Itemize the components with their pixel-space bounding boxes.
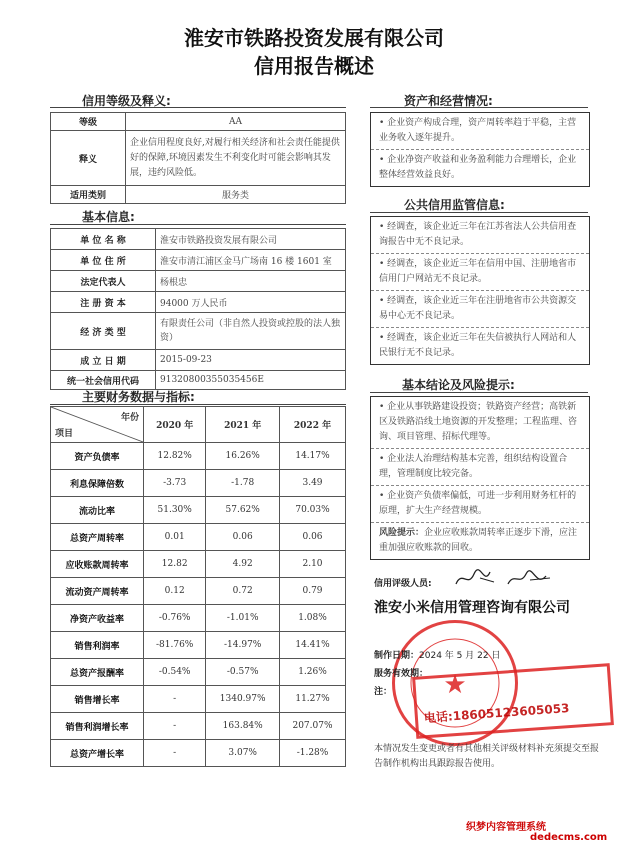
finance-cell: 2.10 [280, 551, 346, 578]
finance-cell: 12.82% [144, 443, 206, 470]
watermark-phone: 电话:18605123605053 [423, 701, 570, 726]
watermark-stamp-icon [412, 663, 614, 739]
corner-item: 项目 [55, 429, 74, 439]
company-name-label: 单 位 名 称 [51, 229, 156, 250]
asset-item: • 企业净资产收益和业务盈利能力合理增长，企业整体经营效益良好。 [379, 155, 577, 180]
grade-definition-row [51, 131, 346, 186]
finance-row-label: 资产负债率 [51, 443, 144, 470]
year-2022: 2022 年 [280, 407, 346, 443]
founded-value: 2015-09-23 [156, 350, 346, 371]
conclusion-heading: 基本结论及风险提示: [402, 378, 515, 392]
finance-cell: 3.07% [206, 740, 280, 767]
finance-row [51, 524, 346, 551]
company-name: 淮安小米信用管理咨询有限公司 [374, 600, 570, 616]
finance-cell: 207.07% [280, 713, 346, 740]
note-label: 注： [374, 687, 393, 697]
finance-cell: 1.08% [280, 605, 346, 632]
finance-cell: 4.92 [206, 551, 280, 578]
public-item: • 经调查，该企业近三年在注册地省市公共资源交易中心无不良记录。 [371, 291, 589, 328]
finance-cell: 0.72 [206, 578, 280, 605]
credit-code-value: 91320800355035456E [156, 371, 346, 390]
address-label: 单 位 住 所 [51, 250, 156, 271]
page-title: 淮安市铁路投资发展有限公司 [184, 26, 444, 50]
raters-label: 信用评级人员: [374, 579, 432, 589]
conclusion-item: • 企业法人治理结构基本完善，组织结构设置合理，管理制度比较完备。 [371, 449, 589, 486]
finance-row-label: 总资产周转率 [51, 524, 144, 551]
basic-heading-line [50, 224, 346, 225]
grade-value: AA [126, 113, 346, 131]
page-subtitle: 信用报告概述 [254, 54, 374, 78]
finance-table [50, 406, 346, 767]
finance-cell: 14.41% [280, 632, 346, 659]
finance-heading-line [50, 404, 346, 405]
finance-cell: -14.97% [206, 632, 280, 659]
grade-table [50, 112, 346, 204]
date-label: 制作日期： [374, 651, 420, 661]
finance-row [51, 740, 346, 767]
finance-header-row [51, 407, 346, 443]
definition-value: 企业信用程度良好,对履行相关经济和社会责任能提供好的保障,环境因素发生不利变化时可能会影响其发展，违约风险低。 [126, 131, 346, 186]
econ-type-label: 经 济 类 型 [51, 313, 156, 350]
grade-label: 等级 [51, 113, 126, 131]
finance-cell: 11.27% [280, 686, 346, 713]
address-value: 淮安市清江浦区金马广场南 16 楼 1601 室 [156, 250, 346, 271]
category-value: 服务类 [126, 186, 346, 204]
corner-cell [51, 407, 144, 443]
finance-cell: -0.57% [206, 659, 280, 686]
finance-cell: -81.76% [144, 632, 206, 659]
asset-box [370, 112, 590, 187]
finance-cell: 163.84% [206, 713, 280, 740]
finance-row-label: 应收账款周转率 [51, 551, 144, 578]
finance-row-label: 流动资产周转率 [51, 578, 144, 605]
finance-row [51, 686, 346, 713]
legal-rep-label: 法定代表人 [51, 271, 156, 292]
risk-text: 企业应收账款周转率正逐步下滑，应注重加强应收账款的回收。 [379, 528, 578, 553]
company-name-value: 淮安市铁路投资发展有限公司 [156, 229, 346, 250]
year-2020: 2020 年 [144, 407, 206, 443]
finance-cell: 3.49 [280, 470, 346, 497]
basic-info-table [50, 228, 346, 390]
finance-cell: 16.26% [206, 443, 280, 470]
finance-row-label: 流动比率 [51, 497, 144, 524]
finance-cell: -1.28% [280, 740, 346, 767]
econ-type-value: 有限责任公司（非自然人投资或控股的法人独资） [156, 313, 346, 350]
public-box [370, 216, 590, 365]
conclusion-item: • 企业从事铁路建设投资；铁路资产经营；高铁新区及铁路沿线土地资源的开发整理；工程监理、咨询、项目管理、招标代理等。 [371, 397, 589, 449]
finance-cell: - [144, 713, 206, 740]
grade-row [51, 113, 346, 131]
finance-row-label: 净资产收益率 [51, 605, 144, 632]
finance-cell: 0.06 [280, 524, 346, 551]
grade-heading-line [50, 107, 346, 108]
founded-label: 成 立 日 期 [51, 350, 156, 371]
finance-cell: -0.76% [144, 605, 206, 632]
finance-row-label: 销售增长率 [51, 686, 144, 713]
finance-row-label: 利息保障倍数 [51, 470, 144, 497]
finance-row [51, 443, 346, 470]
public-item: • 经调查，该企业近三年在失信被执行人网站和人民银行无不良记录。 [379, 333, 577, 358]
finance-cell: 1.26% [280, 659, 346, 686]
finance-row [51, 632, 346, 659]
finance-cell: 12.82 [144, 551, 206, 578]
svg-text:★: ★ [443, 670, 467, 700]
conclusion-item: • 企业资产负债率偏低，可进一步利用财务杠杆的原理，扩大生产经营规模。 [371, 486, 589, 523]
capital-label: 注 册 资 本 [51, 292, 156, 313]
finance-row [51, 713, 346, 740]
conclusion-box [370, 396, 590, 560]
note-text: 本情况发生变更或者有其他相关评级材料补充须提交至报告制作机构出具跟踪报告使用。 [374, 744, 600, 769]
finance-cell: 0.79 [280, 578, 346, 605]
asset-heading: 资产和经营情况: [404, 94, 493, 108]
public-heading: 公共信用监管信息: [404, 198, 505, 212]
public-item: • 经调查，该企业近三年在信用中国、注册地省市信用门户网站无不良记录。 [371, 254, 589, 291]
service-label: 服务有效期： [374, 669, 429, 679]
finance-row [51, 578, 346, 605]
public-item: • 经调查，该企业近三年在江苏省法人公共信用查询报告中无不良记录。 [371, 217, 589, 254]
finance-cell: 14.17% [280, 443, 346, 470]
basic-heading: 基本信息: [82, 210, 135, 224]
footer-url: dedecms.com [530, 832, 608, 843]
conclusion-heading-line [370, 392, 588, 393]
definition-label: 释义 [51, 131, 126, 186]
asset-heading-line [370, 107, 588, 108]
date-value: 2024 年 5 月 22 日 [419, 651, 501, 661]
finance-cell: - [144, 686, 206, 713]
footer-text: 织梦内容管理系统 [466, 822, 546, 833]
finance-cell: -0.54% [144, 659, 206, 686]
finance-body [51, 443, 346, 767]
finance-cell: 1340.97% [206, 686, 280, 713]
finance-cell: -3.73 [144, 470, 206, 497]
finance-cell: 51.30% [144, 497, 206, 524]
finance-cell: -1.01% [206, 605, 280, 632]
finance-row [51, 551, 346, 578]
finance-cell: 0.12 [144, 578, 206, 605]
finance-heading: 主要财务数据与指标: [82, 390, 195, 404]
finance-cell: - [144, 740, 206, 767]
finance-cell: -1.78 [206, 470, 280, 497]
credit-code-label: 统一社会信用代码 [51, 371, 156, 390]
category-label: 适用类别 [51, 186, 126, 204]
finance-row [51, 659, 346, 686]
rater-signature-icon [450, 566, 560, 592]
risk-item [371, 523, 589, 559]
finance-row-label: 销售利润增长率 [51, 713, 144, 740]
year-2021: 2021 年 [206, 407, 280, 443]
finance-cell: 57.62% [206, 497, 280, 524]
finance-row-label: 总资产增长率 [51, 740, 144, 767]
finance-row [51, 605, 346, 632]
public-heading-line [370, 212, 588, 213]
finance-row-label: 总资产报酬率 [51, 659, 144, 686]
finance-row-label: 销售利润率 [51, 632, 144, 659]
category-row [51, 186, 346, 204]
capital-value: 94000 万人民币 [156, 292, 346, 313]
finance-row [51, 470, 346, 497]
finance-cell: 70.03% [280, 497, 346, 524]
grade-heading: 信用等级及释义: [82, 94, 171, 108]
corner-year: 年份 [120, 413, 139, 423]
finance-cell: 0.01 [144, 524, 206, 551]
finance-cell: 0.06 [206, 524, 280, 551]
date-row [374, 648, 500, 661]
finance-row [51, 497, 346, 524]
risk-label: 风险提示： [379, 528, 425, 538]
asset-item: • 企业资产构成合理，资产周转率趋于平稳，主营业务收入逐年提升。 [371, 113, 589, 150]
legal-rep-value: 杨根忠 [156, 271, 346, 292]
